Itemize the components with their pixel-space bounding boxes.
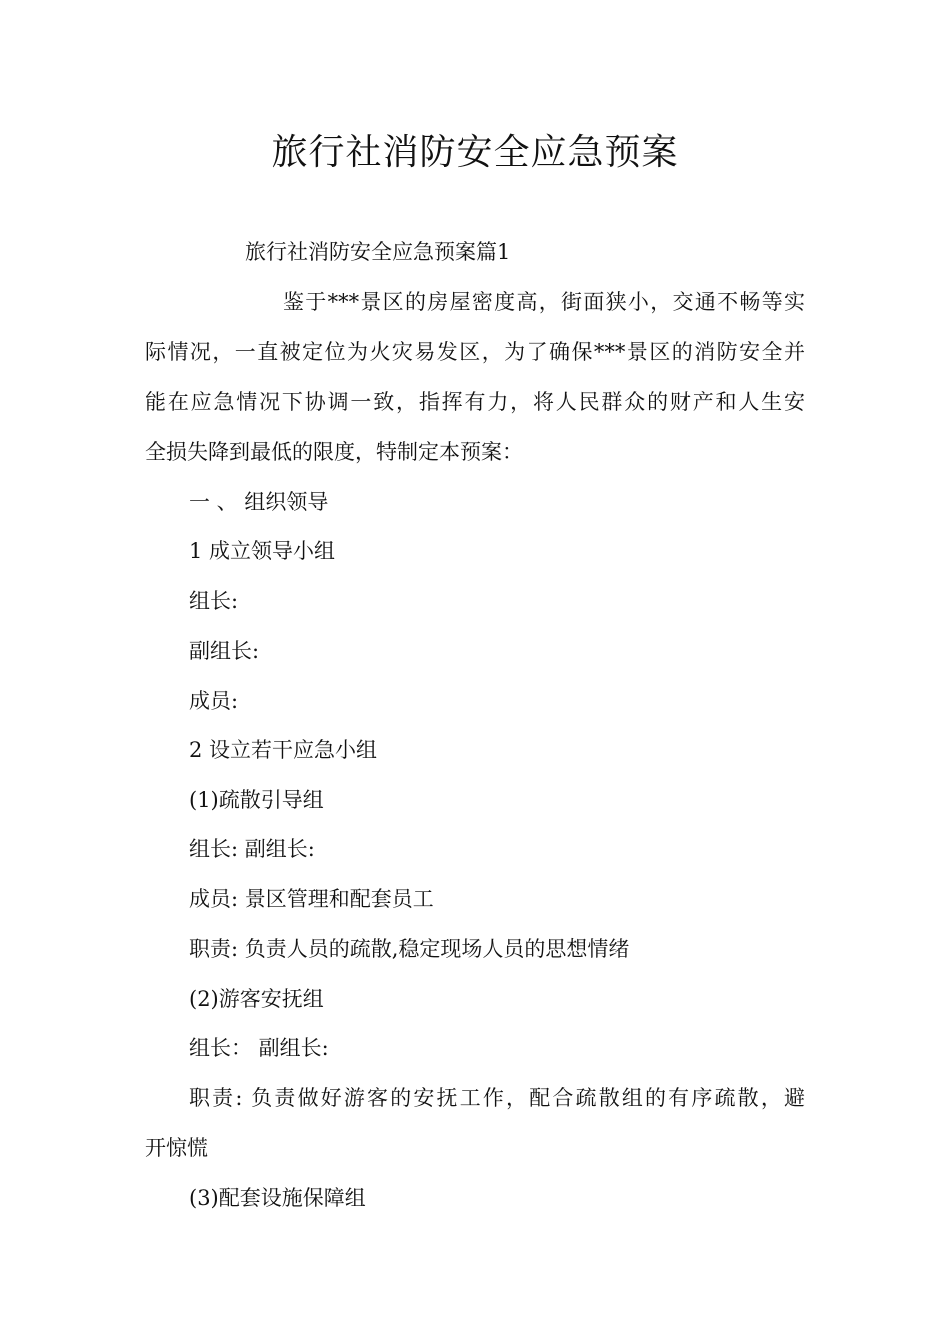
section-heading-organization: 一 、 组织领导 (189, 490, 329, 514)
item-heading-leadership-group: 1 成立领导小组 (189, 539, 336, 563)
intro-line-1: 鉴于***景区的房屋密度高，街面狭小，交通不畅等实 (283, 290, 805, 314)
leader-label: 组长: (189, 589, 239, 613)
document-subtitle: 旅行社消防安全应急预案篇1 (245, 240, 511, 264)
group-comfort-name: (2)游客安抚组 (189, 987, 324, 1011)
intro-line-4: 全损失降到最低的限度，特制定本预案： (145, 440, 523, 464)
group-comfort-leaders: 组长： 副组长: (189, 1036, 329, 1060)
group-facilities-name: (3)配套设施保障组 (189, 1186, 366, 1210)
group-evacuation-members: 成员: 景区管理和配套员工 (189, 887, 434, 911)
group-evacuation-leaders: 组长: 副组长: (189, 837, 315, 861)
group-evacuation-name: (1)疏散引导组 (189, 788, 324, 812)
deputy-leader-label: 副组长: (189, 639, 260, 663)
group-comfort-duty-line-2: 开惊慌 (145, 1136, 208, 1160)
document-title: 旅行社消防安全应急预案 (271, 132, 679, 173)
members-label: 成员: (189, 689, 239, 713)
group-evacuation-duty: 职责: 负责人员的疏散,稳定现场人员的思想情绪 (189, 937, 630, 961)
item-heading-emergency-groups: 2 设立若干应急小组 (189, 738, 378, 762)
group-comfort-duty-line-1: 职责: 负责做好游客的安抚工作，配合疏散组的有序疏散，避 (189, 1086, 805, 1110)
intro-line-3: 能在应急情况下协调一致，指挥有力，将人民群众的财产和人生安 (145, 390, 805, 414)
intro-line-2: 际情况，一直被定位为火灾易发区，为了确保***景区的消防安全并 (145, 340, 805, 364)
